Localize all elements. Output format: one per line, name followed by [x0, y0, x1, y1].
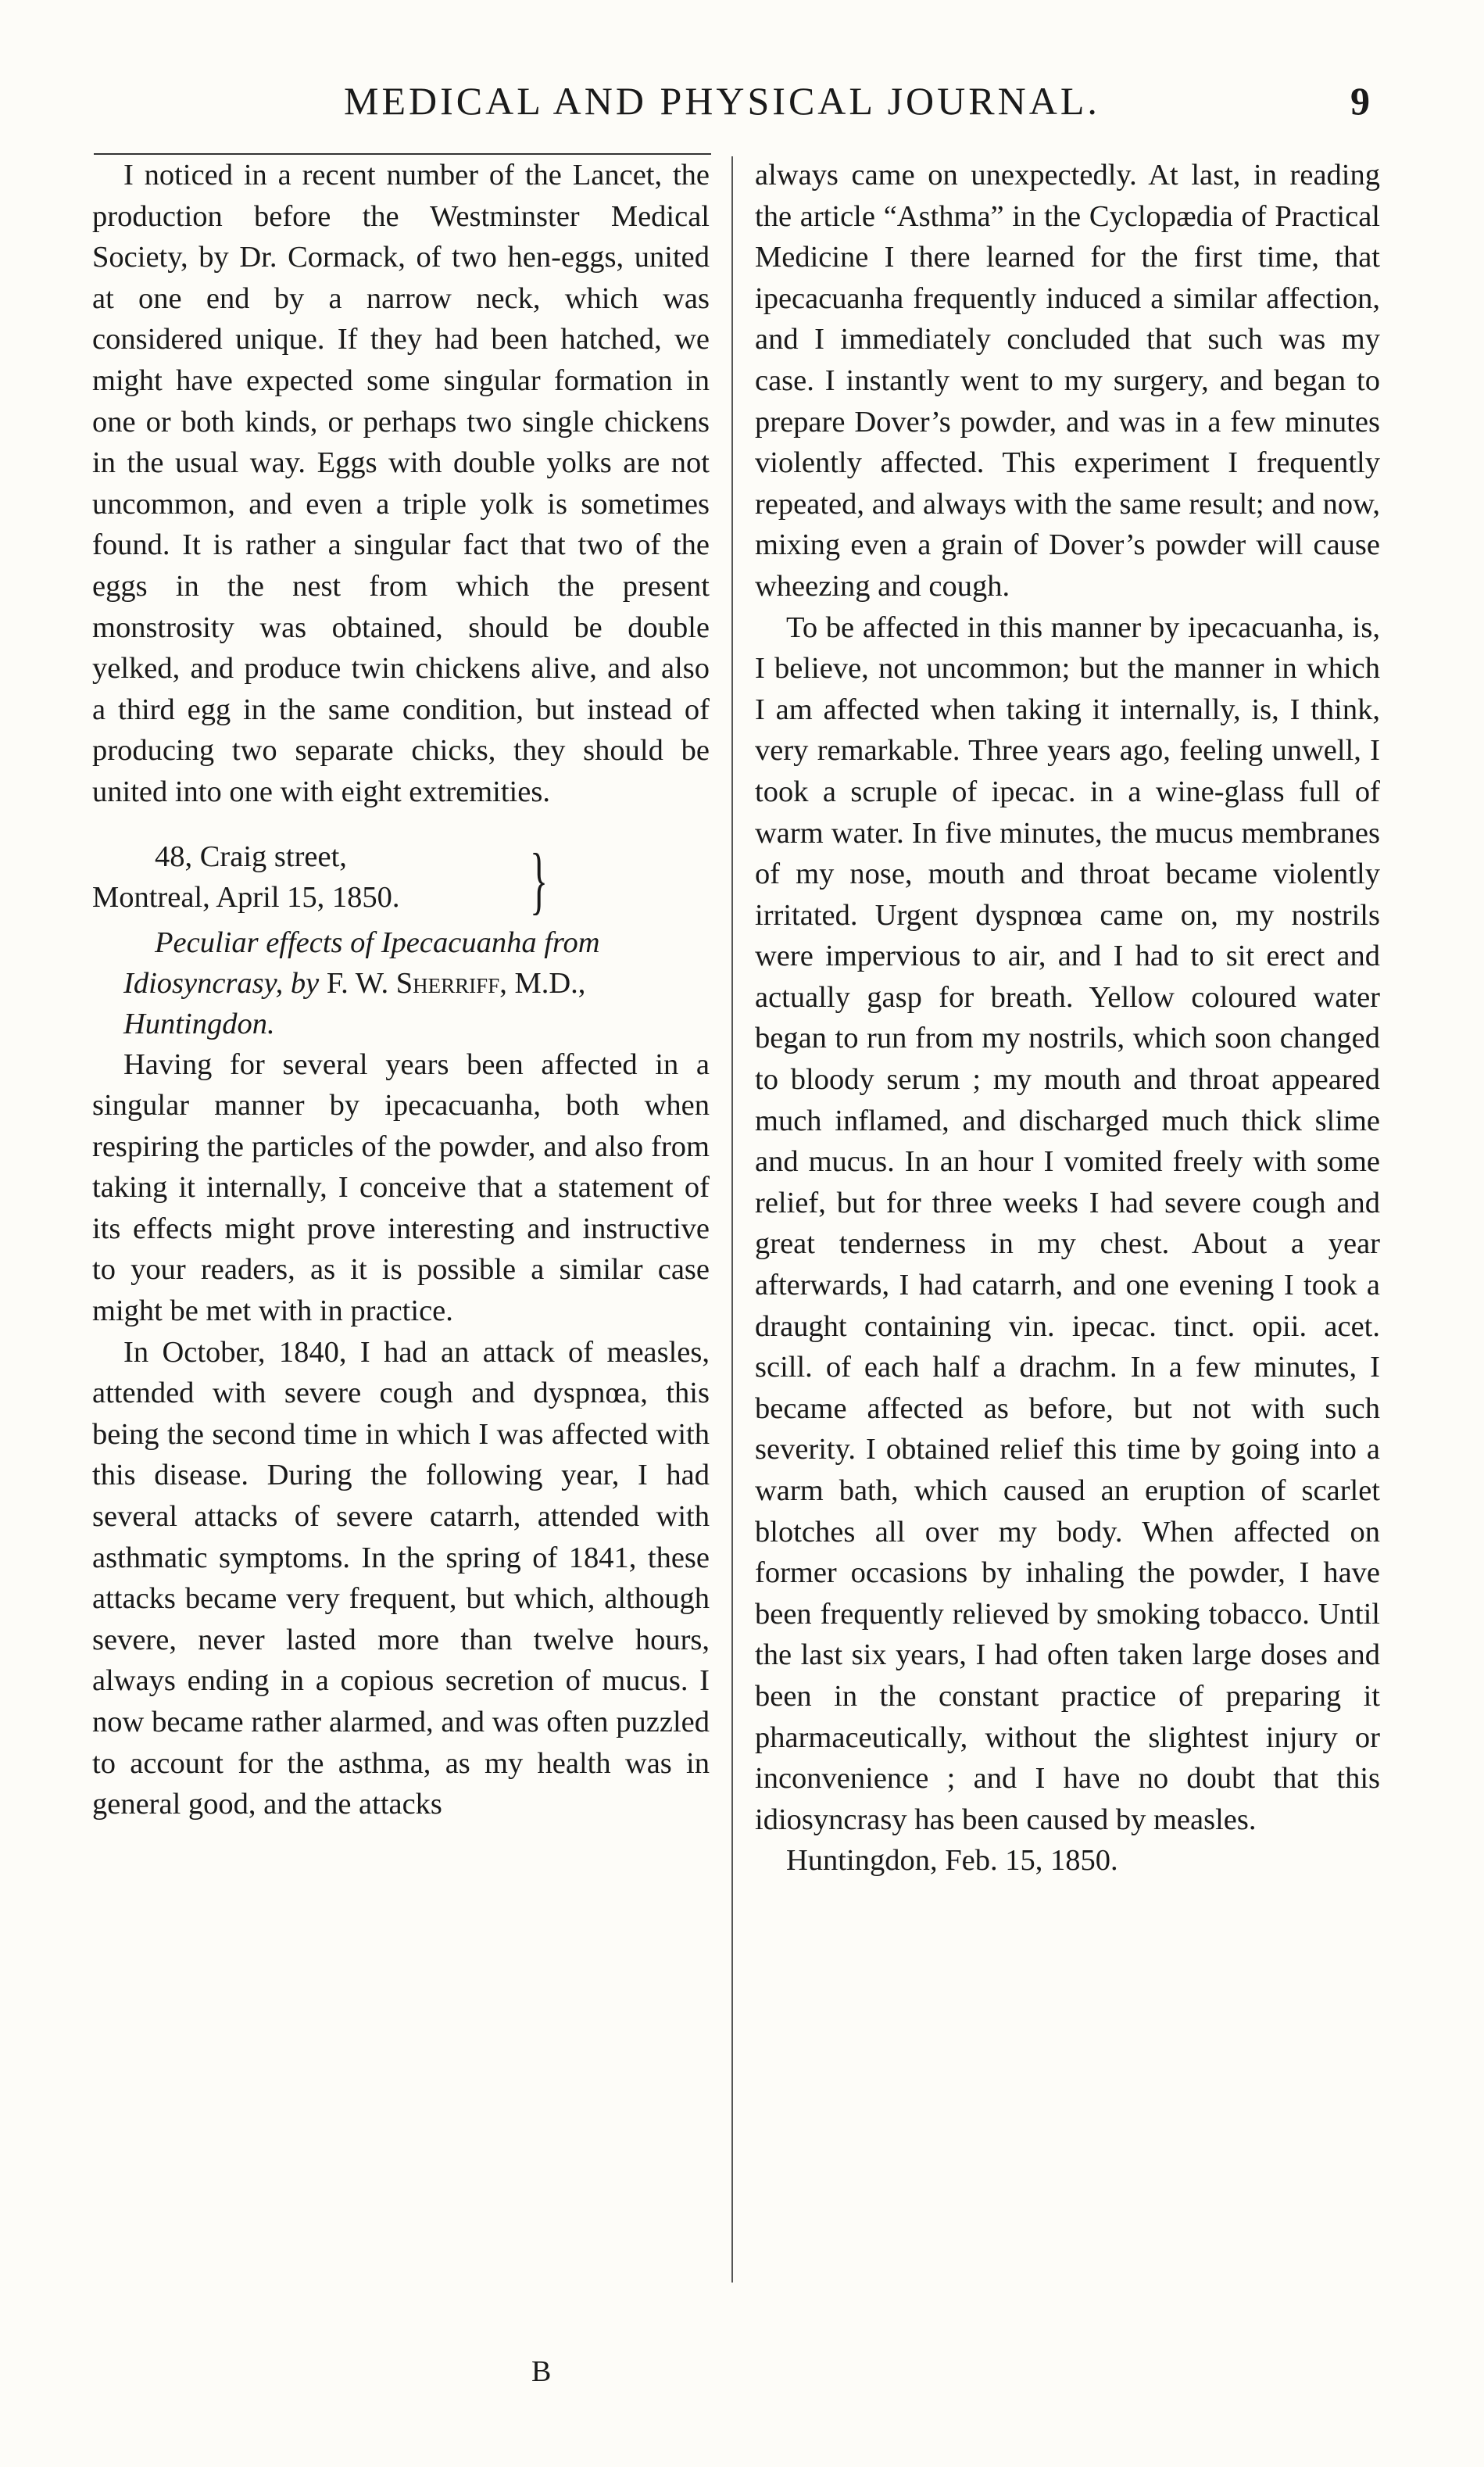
signature-place-date: Montreal, April 15, 1850.: [92, 880, 400, 914]
article-place: Huntingdon.: [123, 1007, 275, 1040]
signature-brace: }: [530, 837, 549, 922]
right-column: [755, 155, 1380, 1882]
left-column: [92, 155, 710, 1825]
signature-mark: B: [531, 2355, 552, 2388]
signature-address: 48, Craig street,: [155, 840, 347, 873]
article-title: [92, 922, 710, 1044]
left-paragraph-1: I noticed in a recent number of the Lancet, the production before the Westminster Medical Society, by Dr. Cormack, of two hen-eggs, united at one end by a narrow neck, which was considered unique. If they had been hatched, we might have expected some singular formation in one or both kinds, or perhaps two single chickens in the usual way. Eggs with double yolks are not uncommon, and even a triple yolk is sometimes found. It is rather a singular fact that two of the eggs in the nest from which the present monstrosity was obtained, should be double yelked, and produce twin chickens alive, and also a third egg in the same condition, but instead of producing two separate chicks, they should be united into one with eight extremities.: [92, 159, 710, 808]
left-paragraph-3: In October, 1840, I had an attack of measles, attended with severe cough and dyspnœa, this being the second time in which I was affected with this disease. During the following year, I had several attacks of severe catarrh, attended with asthmatic symptoms. In the spring of 1841, these attacks became very frequent, but which, although severe, never lasted more than twelve hours, always ending in a copious secretion of mucus. I now became rather alarmed, and was often puzzled to account for the asthma, as my health was in general good, and the attacks: [92, 1335, 710, 1821]
closing-place-date: Huntingdon, Feb. 15, 1850.: [786, 1844, 1118, 1878]
article-author: F. W. Sherriff, M.D.,: [326, 966, 586, 1000]
right-paragraph-2: To be affected in this manner by ipecacuanha, is, I believe, not uncommon; but the manner in which I am affected when taking it internally, is, I think, very remarkable. Three years ago, feeling unwell, I took a scruple of ipecac. in a wine-glass full of warm water. In five minutes, the mucus membranes of my nose, mouth and throat became violently irritated. Urgent dyspnœa came on, my nostrils were impervious to air, and I had to sit erect and actually gasp for breath. Yellow coloured water began to run from my nostrils, which soon changed to bloody serum ; my mouth and throat appeared much inflamed, and discharged much thick slime and mucus. In an hour I vomited freely with some relief, but for three weeks I had severe cough and great tenderness in my chest. About a year afterwards, I had catarrh, and one evening I took a draught containing vin. ipecac. tinct. opii. acet. scill. of each half a drachm. In a few minutes, I became affected as before, but not with such severity. I obtained relief this time by going into a warm bath, which caused an eruption of scarlet blotches all over my body. When affected on former occasions by inhaling the powder, I have been frequently relieved by smoking tobacco. Until the last six years, I had often taken large doses and been in the constant practice of preparing it pharmaceutically, without the slightest injury or inconvenience ; and I have no doubt that this idiosyncrasy has been caused by measles.: [755, 610, 1380, 1836]
left-paragraph-2: Having for several years been affected in a singular manner by ipecacuanha, both when respiring the particles of the powder, and also from taking it internally, I conceive that a statement of its effects might prove interesting and instructive to your readers, as it is possible a similar case might be met with in practice.: [92, 1047, 710, 1328]
page-number: 9: [1350, 79, 1370, 123]
letter-signature: [92, 836, 710, 922]
article-title-text: Peculiar effects of Ipecacuanha from Idiosyncrasy, by: [123, 926, 600, 1000]
running-title: MEDICAL AND PHYSICAL JOURNAL.: [344, 79, 1100, 123]
page-header: [0, 78, 1484, 141]
column-divider: [731, 156, 733, 2283]
right-paragraph-1: always came on unexpectedly. At last, in reading the article “Asthma” in the Cyclopædia of Practical Medicine I there learned for the first time, that ipecacuanha frequently induced a similar affection, and I immediately concluded that such was my case. I instantly went to my surgery, and began to prepare Dover’s powder, and was in a few minutes violently affected. This experiment I frequently repeated, and always with the same result; and now, mixing even a grain of Dover’s powder will cause wheezing and cough.: [755, 159, 1380, 603]
